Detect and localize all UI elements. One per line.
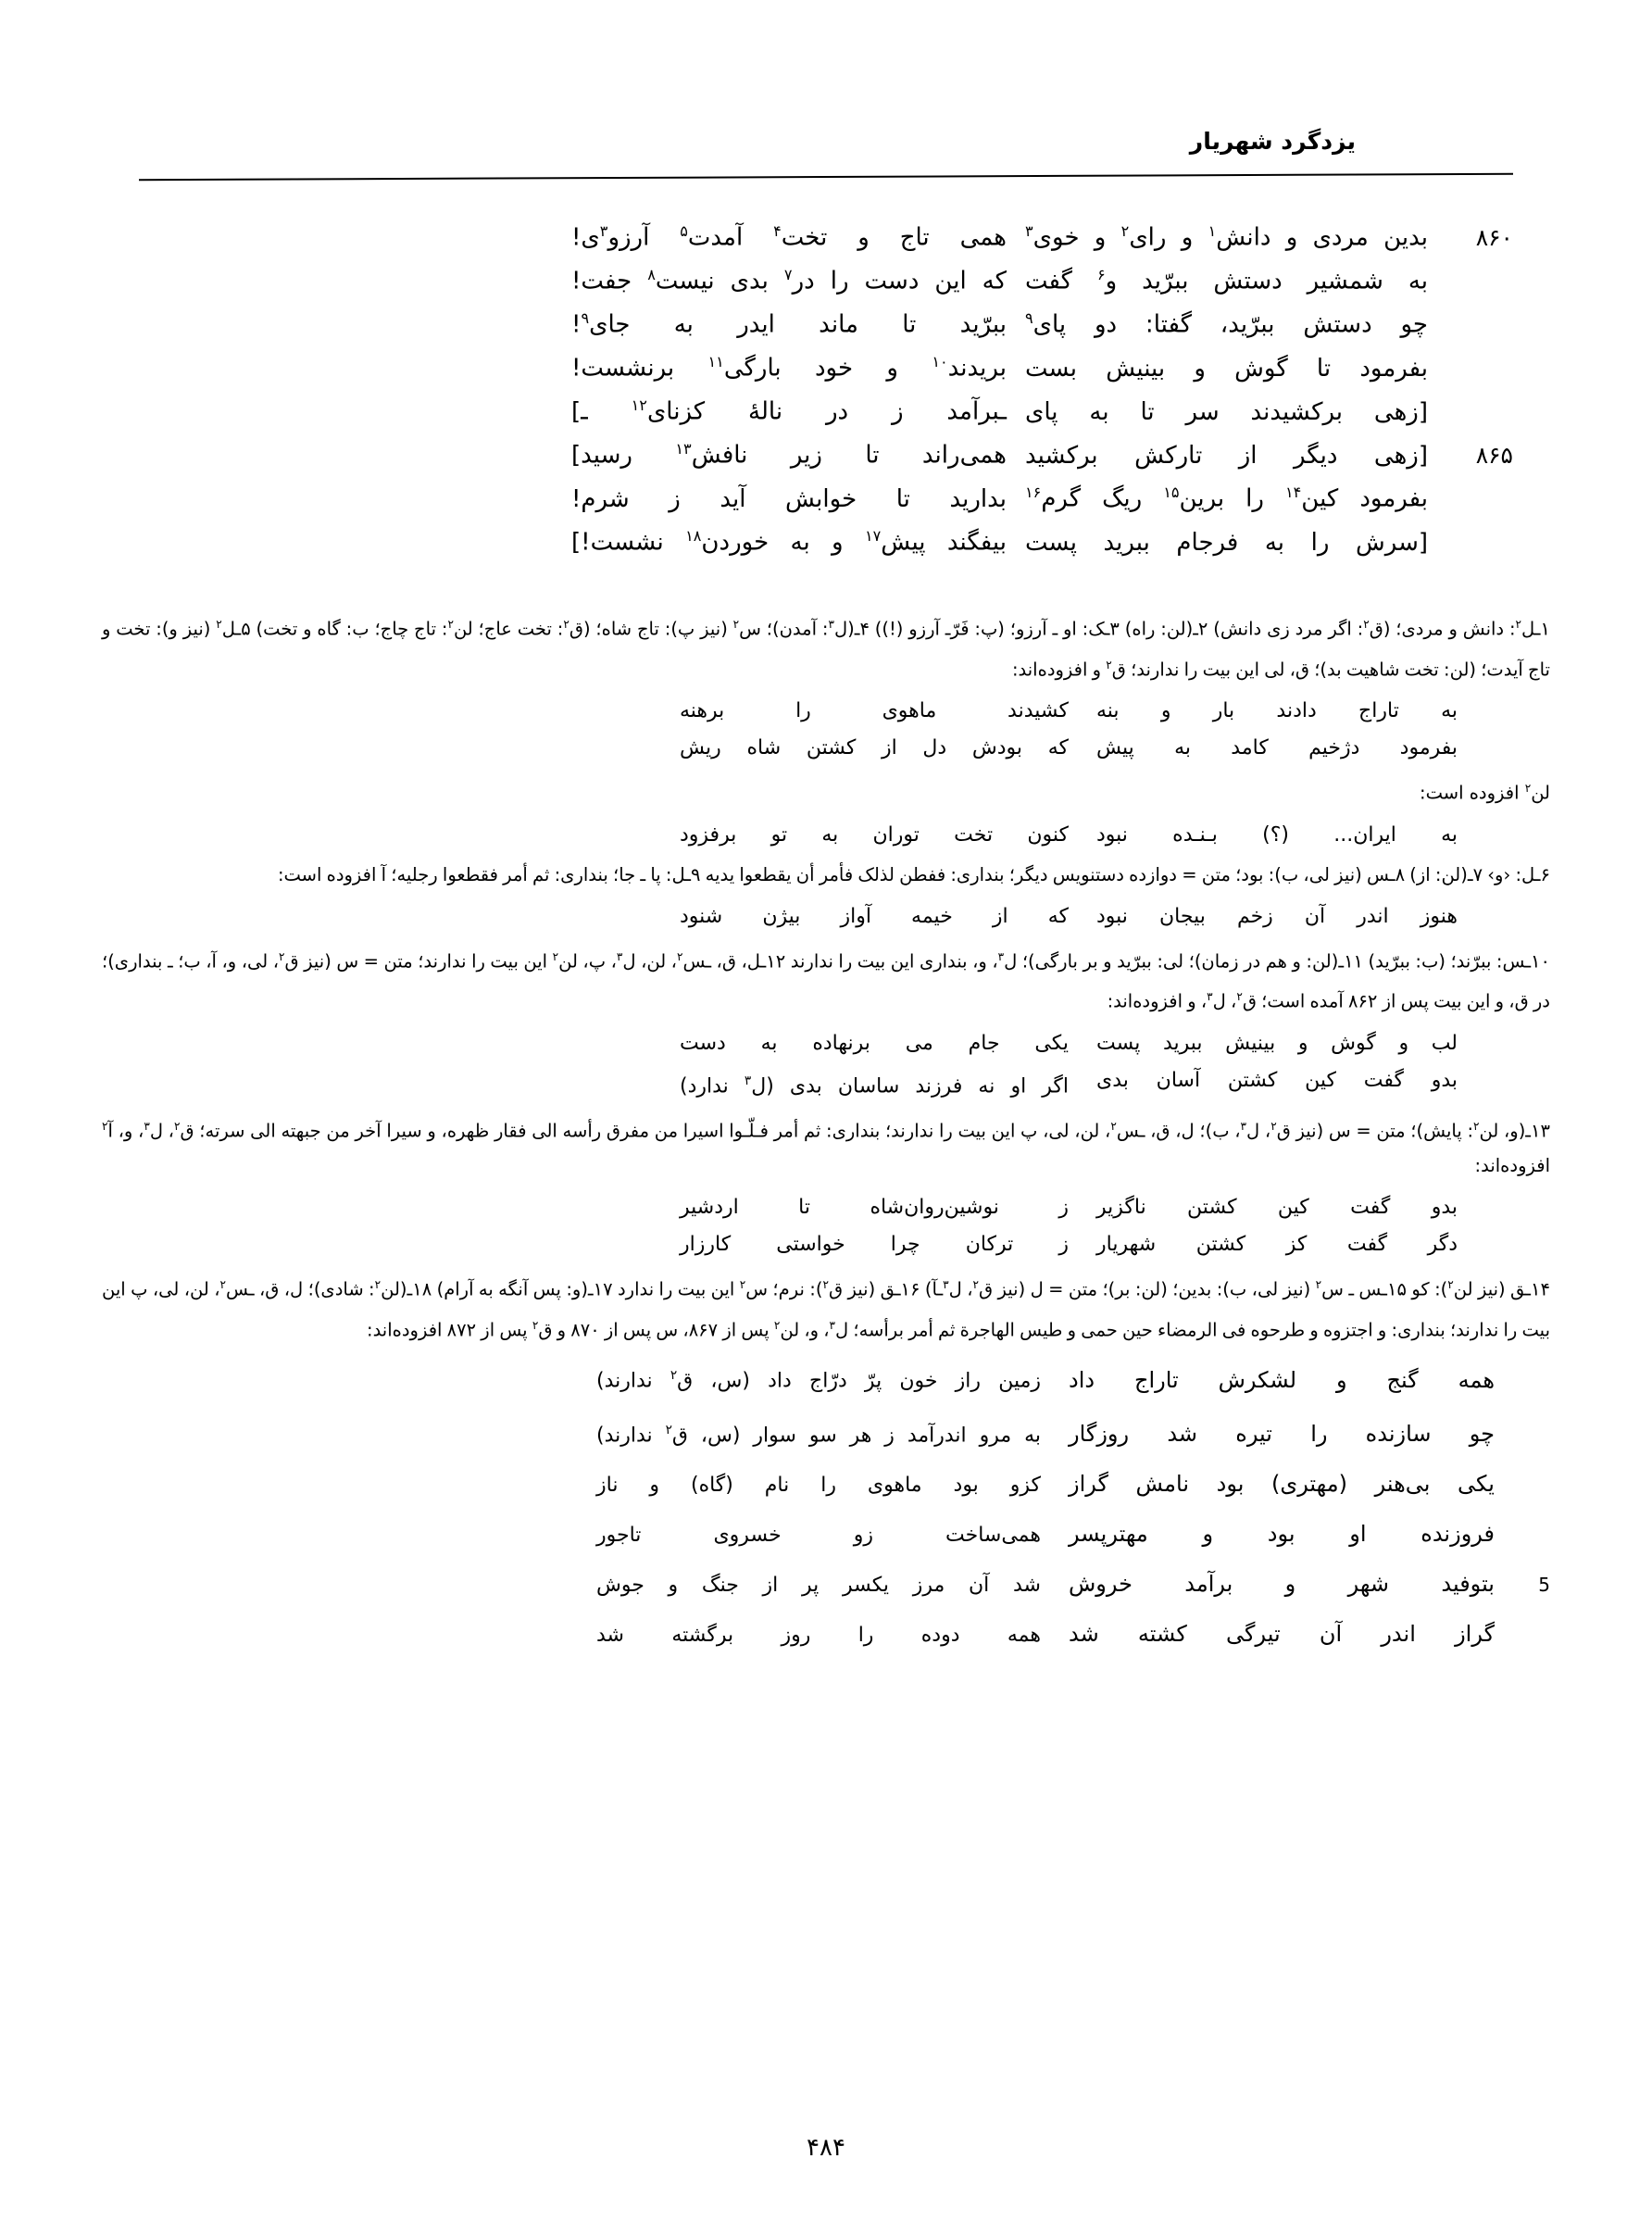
- hemistich-second: بیفگند پیش$^{۱۷}$ و به خوردن$^{۱۸}$ نشست!]: [571, 527, 1007, 557]
- added-hemistich-second: زمین راز خون پرّ درّاج داد (س، ق$^۲$ ندارند): [596, 1368, 1041, 1393]
- added-verse-number: 5: [1538, 1573, 1550, 1596]
- apparatus-note-3: ۶ـل: ‹و› ۷ـ(لن: از) ۸ـس (نیز لی، ب): بود؛ متن = دوازده دستنویس دیگر؛ بنداری: ففطن لذلک فأمر أن یقطعوا یدیه ۹ـل: پا ـ جا؛ بنداری: ثم أمر فقطعوا رجلیه؛ آ افزوده است:: [277, 863, 1550, 885]
- running-head-title: یزدگرد شهریار: [1189, 128, 1356, 155]
- added-hemistich-second: شد آن مرز یکسر پر از جنگ و جوش: [596, 1573, 1041, 1597]
- critical-apparatus: [102, 607, 1550, 1660]
- quoted-hemistich-first: به تاراج دادند بار و بنه: [1096, 699, 1458, 722]
- apparatus-note-2: لن$^۲$ افزوده است:: [1420, 782, 1550, 804]
- quoted-verse-line: [102, 1062, 1550, 1105]
- apparatus-quote-3: [102, 898, 1550, 935]
- quoted-hemistich-first: به ایران... (؟) بـنـده نبود: [1096, 822, 1458, 847]
- quoted-verse-line: [102, 898, 1550, 935]
- verse-line: [139, 440, 1513, 483]
- hemistich-second: ببرّید تا ماند ایدر به جای$^۹$!: [571, 309, 1007, 339]
- quoted-hemistich-first: بدو گفت کین کشتن آسان بدی: [1096, 1068, 1458, 1092]
- added-verse-line: [102, 1510, 1550, 1560]
- quoted-verse-line: [102, 817, 1550, 854]
- quoted-verse-line: [102, 693, 1550, 730]
- verse-line: [139, 527, 1513, 571]
- hemistich-second: بریدند$^{۱۰}$ و خود بارگی$^{۱۱}$ برنشست!: [571, 353, 1007, 383]
- quoted-hemistich-second: که از خیمه آواز بیژن شنود: [680, 904, 1069, 928]
- added-hemistich-second: همی‌ساخت زو خسروی تاجور: [596, 1523, 1041, 1547]
- verse-number: ۸۶۰: [1475, 223, 1513, 251]
- apparatus-quote-2: [102, 817, 1550, 854]
- added-hemistich-second: کزو بود ماهوی را نام (گاه) و ناز: [596, 1473, 1041, 1497]
- apparatus-quote-4: [102, 1025, 1550, 1105]
- added-verse-line: [102, 1351, 1550, 1405]
- hemistich-first: [زهی دیگر از تارکش برکشید: [1025, 441, 1428, 470]
- apparatus-quote-5: [102, 1189, 1550, 1263]
- added-hemistich-second: به مرو اندرآمد ز هر سو سوار (س، ق$^۲$ ندارند): [596, 1422, 1041, 1447]
- added-hemistich-first: فروزنده او بود و مهترپسر: [1069, 1520, 1495, 1547]
- header-rule: [139, 173, 1513, 181]
- apparatus-note-1: ۱ـل$^۲$: دانش و مردی؛ (ق$^۲$: اگر مرد زی دانش) ۲ـ(لن: راه) ۳ـک: او ـ آرزو؛ (پ: فَرّـ آرزو (!)) ۴ـ(ل$^۳$: آمدن)؛ س$^۲$ (نیز پ): تاج شاه؛ (ق$^۲$: تخت عاج؛ لن$^۲$: تاج چاج؛ ب: گاه و تخت) ۵ـل$^۲$ (نیز و): تخت و تاج آیدت؛ (لن: تخت شاهیت بد)؛ ق، لی این بیت را ندارند؛ ق$^۲$ و افزوده‌اند:: [102, 618, 1550, 680]
- quoted-verse-line: [102, 1025, 1550, 1062]
- apparatus-quote-1: [102, 693, 1550, 767]
- hemistich-first: [سرش را به فرجام ببرید پست: [1025, 528, 1428, 557]
- quoted-hemistich-first: هنوز اندر آن زخم بیجان نبود: [1096, 904, 1458, 928]
- hemistich-first: به شمشیر دستش ببرّید و$^۶$ گفت: [1025, 266, 1428, 295]
- quoted-hemistich-first: لب و گوش و بینیش ببرید پست: [1096, 1031, 1458, 1055]
- hemistich-first: [زهی برکشیدند سر تا به پای: [1025, 397, 1428, 426]
- hemistich-second: همی تاج و تخت$^۴$ آمدت$^۵$ آرزو$^۳$ی!: [571, 222, 1007, 252]
- verse-line: [139, 266, 1513, 309]
- verse-line: [139, 353, 1513, 396]
- hemistich-second: که این دست را در$^۷$ بدی نیست$^۸$ جفت!: [571, 266, 1007, 295]
- added-verse-line: [102, 1610, 1550, 1660]
- quoted-verse-line: [102, 1226, 1550, 1263]
- added-verse-line: [102, 1406, 1550, 1460]
- added-verse-line: [102, 1560, 1550, 1610]
- verse-line: [139, 396, 1513, 440]
- hemistich-second: ـبرآمد ز در نالهٔ کزنای$^{۱۲}$ ـ]: [571, 396, 1007, 426]
- hemistich-first: بدین مردی و دانش$^۱$ و رای$^۲$ و خوی$^۳$: [1025, 222, 1428, 252]
- added-verse-line: [102, 1460, 1550, 1510]
- hemistich-first: چو دستش ببرّید، گفتا: دو پای$^۹$: [1025, 309, 1428, 339]
- hemistich-first: بفرمود تا گوش و بینیش بست: [1025, 354, 1428, 383]
- apparatus-note-5: ۱۳ـ(و، لن$^۲$: پایش)؛ متن = س (نیز ق$^۲$، ل$^۳$، ب)؛ ل، ق، ـس$^۲$، لن، لی، پ این بیت را ندارند؛ بنداری: ثم أمر فـلّـوا اسیرا من مفرق رأسه الی فقار ظهره، و سیرا آخر من جبهته الی سرته؛ ق$^۲$، ل$^۳$، و، آ$^۲$ افزوده‌اند:: [102, 1119, 1550, 1177]
- quoted-hemistich-second: کشیدند ماهوی را برهنه: [680, 699, 1069, 722]
- added-hemistich-first: گراز اندر آن تیرگی کشته شد: [1069, 1620, 1495, 1647]
- quoted-hemistich-second: که بودش دل از کشتن شاه ریش: [680, 736, 1069, 759]
- apparatus-added-verses: [102, 1351, 1550, 1660]
- added-hemistich-first: چو سازنده را تیره شد روزگار: [1069, 1420, 1495, 1447]
- quoted-verse-line: [102, 1189, 1550, 1226]
- quoted-hemistich-first: بدو گفت کین کشتن ناگزیر: [1096, 1196, 1458, 1220]
- verse-line: [139, 309, 1513, 353]
- added-hemistich-second: همه دوده را روز برگشته شد: [596, 1623, 1041, 1647]
- apparatus-note-4: ۱۰ـس: ببرّند؛ (ب: ببرّید) ۱۱ـ(لن: و هم در زمان)؛ لی: ببرّید و بر بارگی)؛ ل$^۳$، و، بنداری این بیت را ندارند ۱۲ـل، ق، ـس$^۲$، لن، ل$^۳$، پ، لن$^۲$ این بیت را ندارند؛ متن = س (نیز ق$^۲$، لی، و، آ، ب؛ ـ بنداری)؛ در ق، و این بیت پس از ۸۶۲ آمده است؛ ق$^۲$، ل$^۳$، و افزوده‌اند:: [102, 949, 1550, 1012]
- hemistich-second: بدارید تا خوابش آید ز شرم!: [571, 484, 1007, 513]
- quoted-hemistich-second: یکی جام می برنهاده به دست: [680, 1031, 1069, 1055]
- added-hemistich-first: یکی بی‌هنر (مهتری) بود نامش گراز: [1069, 1470, 1495, 1497]
- quoted-verse-line: [102, 730, 1550, 767]
- verse-line: [139, 483, 1513, 527]
- verse-line: [139, 222, 1513, 266]
- hemistich-first: بفرمود کین$^{۱۴}$ را برین$^{۱۵}$ ریگ گرم$^{۱۶}$: [1025, 483, 1429, 513]
- hemistich-second: همی‌راند تا زیر نافش$^{۱۳}$ رسید]: [571, 440, 1007, 470]
- added-hemistich-first: همه گنج و لشکرش تاراج داد: [1069, 1366, 1495, 1393]
- verse-block: [139, 222, 1513, 571]
- verse-number: ۸۶۵: [1475, 441, 1513, 469]
- added-hemistich-first: بتوفید شهر و برآمد خروش: [1069, 1570, 1495, 1597]
- quoted-hemistich-second: اگر او نه فرزند ساسان بدی (ل$^۳$ ندارد): [680, 1073, 1069, 1098]
- quoted-hemistich-second: کنون تخت توران به تو برفزود: [680, 822, 1069, 847]
- quoted-hemistich-first: بفرمود دژخیم کامد به پیش: [1096, 736, 1458, 759]
- quoted-hemistich-first: دگر گفت کز کشتن شهریار: [1096, 1233, 1458, 1257]
- quoted-hemistich-second: ز نوشین‌روان‌شاه تا اردشیر: [680, 1196, 1069, 1220]
- apparatus-note-6: ۱۴ـق (نیز لن$^۲$): کو ۱۵ـس ـ س$^۲$ (نیز لی، ب): بدین؛ (لن: بر)؛ متن = ل (نیز ق$^۲$، ل$^۳$ـآ) ۱۶ـق (نیز ق$^۲$): نرم؛ س$^۲$ این بیت را ندارد ۱۷ـ(و: پس آنگه به آرام) ۱۸ـ(لن$^۲$: شادی)؛ ل، ق، ـس$^۲$، لن، لی، پ این بیت را ندارند؛ بنداری: و اجتزوه و طرحوه فی الرمضاء حین حمی و طیس الهاجرة ثم أمر برأسه؛ ل$^۳$، و، لن$^۲$ پس از ۸۶۷، س پس از ۸۷۰ و ق$^۲$ پس از ۸۷۲ افزوده‌اند:: [102, 1278, 1550, 1341]
- page-header: [130, 128, 1522, 183]
- quoted-hemistich-second: ز ترکان چرا خواستی کارزار: [680, 1233, 1069, 1257]
- page-number: ۴۸۴: [807, 2134, 845, 2162]
